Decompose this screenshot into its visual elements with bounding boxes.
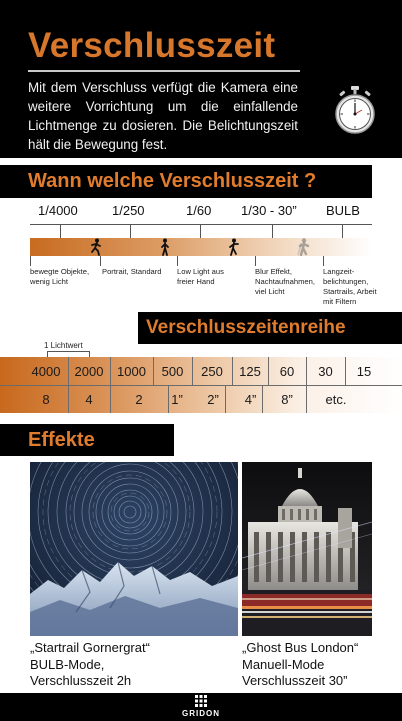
startrail-photo xyxy=(30,462,238,636)
scale-label: 1/250 xyxy=(112,203,145,218)
scale-label: BULB xyxy=(326,203,360,218)
table-cell: 125 xyxy=(239,363,261,379)
gridon-logo-icon xyxy=(195,695,207,707)
brand-name: GRIDON xyxy=(182,709,220,718)
page-title: Verschlusszeit xyxy=(28,26,276,65)
marker-line xyxy=(100,256,101,266)
marker-line xyxy=(177,256,178,266)
section-title: Wann welche Verschlusszeit ? xyxy=(28,170,317,192)
scale-label: 1/30 - 30” xyxy=(241,203,297,218)
description-portrait: Portrait, Standard xyxy=(102,267,162,276)
scale-tick xyxy=(200,224,201,238)
scale-label: 1/4000 xyxy=(38,203,78,218)
photo-caption-ghostbus: „Ghost Bus London“ Manuell-Mode Verschlusszeit 30” xyxy=(242,640,359,688)
table-cell: 60 xyxy=(279,363,295,379)
blurred-person-icon xyxy=(296,238,310,256)
walking-person-icon xyxy=(158,238,172,256)
table-cell: 2 xyxy=(135,391,143,407)
scale-tick xyxy=(60,224,61,238)
section-banner-effects xyxy=(0,424,174,456)
description-blur: Blur Effekt, Nachtaufnahmen, viel Licht xyxy=(255,267,315,296)
table-cell: 2” xyxy=(207,391,219,407)
table-cell: 15 xyxy=(356,363,372,379)
table-cell: 1” xyxy=(171,391,183,407)
table-cell: etc. xyxy=(325,391,347,407)
scale-tick xyxy=(272,224,273,238)
description-lowlight: Low Light aus freier Hand xyxy=(177,267,224,286)
ghostbus-photo xyxy=(242,462,372,636)
table-cell: 250 xyxy=(201,363,223,379)
scale-label: 1/60 xyxy=(186,203,212,218)
table-cell: 4” xyxy=(244,391,257,407)
stopwatch-icon xyxy=(334,86,376,134)
marker-line xyxy=(255,256,256,266)
shutter-gradient-bar xyxy=(30,238,372,256)
intro-text: Mit dem Verschluss verfügt die Kamera eine weitere Vorrichtung um die einfallende Lichtmenge zu dosieren. Die Belichtungszeit hält die Bewegung fest. xyxy=(28,80,298,152)
section-title: Verschlusszeitenreihe xyxy=(146,317,346,338)
table-cell: 4000 xyxy=(31,363,61,379)
table-cell: 8” xyxy=(281,391,293,407)
marker-line xyxy=(30,256,31,266)
table-cell: 30 xyxy=(318,363,333,379)
title-underline xyxy=(28,70,300,72)
section-title: Effekte xyxy=(28,429,95,451)
running-person-icon xyxy=(89,238,103,256)
section-banner-series xyxy=(138,312,402,344)
standing-person-icon xyxy=(227,238,241,256)
table-cell: 4 xyxy=(85,391,93,407)
scale-axis xyxy=(30,224,372,225)
lichtwert-label: 1 Lichtwert xyxy=(44,341,83,350)
table-cell: 8 xyxy=(42,391,50,407)
section-banner-when xyxy=(0,165,372,198)
table-cell: 1000 xyxy=(117,363,146,379)
description-longexposure: Langzeit- belichtungen, Startrails, Arbeit mit Filtern xyxy=(323,267,377,306)
table-cell: 2000 xyxy=(74,363,104,379)
marker-line xyxy=(323,256,324,266)
description-moving: bewegte Objekte, wenig Licht xyxy=(30,267,90,286)
table-cell: 500 xyxy=(161,363,184,379)
scale-tick xyxy=(342,224,343,238)
scale-tick xyxy=(130,224,131,238)
photo-caption-startrail: „Startrail Gornergrat“ BULB-Mode, Verschlusszeit 2h xyxy=(30,640,150,688)
